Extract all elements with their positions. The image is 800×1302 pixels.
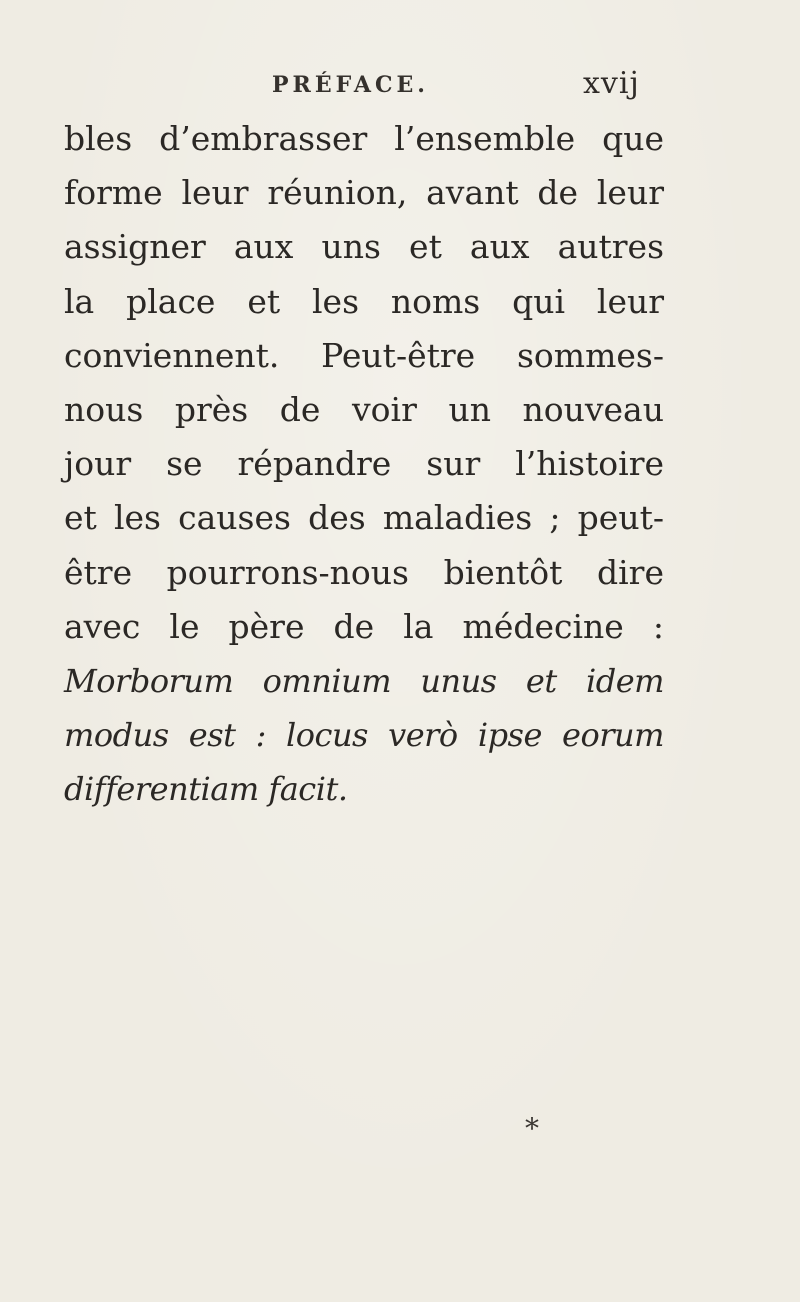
body-text xyxy=(64,112,664,817)
page-header xyxy=(0,66,800,114)
latin-quote-line: differentiam facit. xyxy=(64,770,348,809)
text-line: être pourrons-nous bientôt dire xyxy=(64,552,664,592)
latin-quote-line: Morborum omnium unus et idem xyxy=(64,662,664,701)
text-line: bles d’embrasser l’ensemble que xyxy=(64,119,664,158)
text-line: la place et les noms qui leur xyxy=(64,281,664,321)
text-line: jour se répandre sur l’histoire xyxy=(64,444,664,484)
running-title: PRÉFACE. xyxy=(272,72,429,98)
text-line: conviennent. Peut-être sommes- xyxy=(64,335,664,375)
signature-mark: * xyxy=(525,1112,539,1145)
latin-quote-line: modus est : locus verò ipse eorum xyxy=(64,716,664,755)
text-line: forme leur réunion, avant de leur xyxy=(64,173,664,213)
page-number: xvij xyxy=(583,66,640,101)
text-line: assigner aux uns et aux autres xyxy=(64,227,664,267)
text-line: avec le père de la médecine : xyxy=(64,606,664,646)
text-line: nous près de voir un nouveau xyxy=(64,390,664,430)
text-line: et les causes des maladies ; peut- xyxy=(64,498,664,538)
